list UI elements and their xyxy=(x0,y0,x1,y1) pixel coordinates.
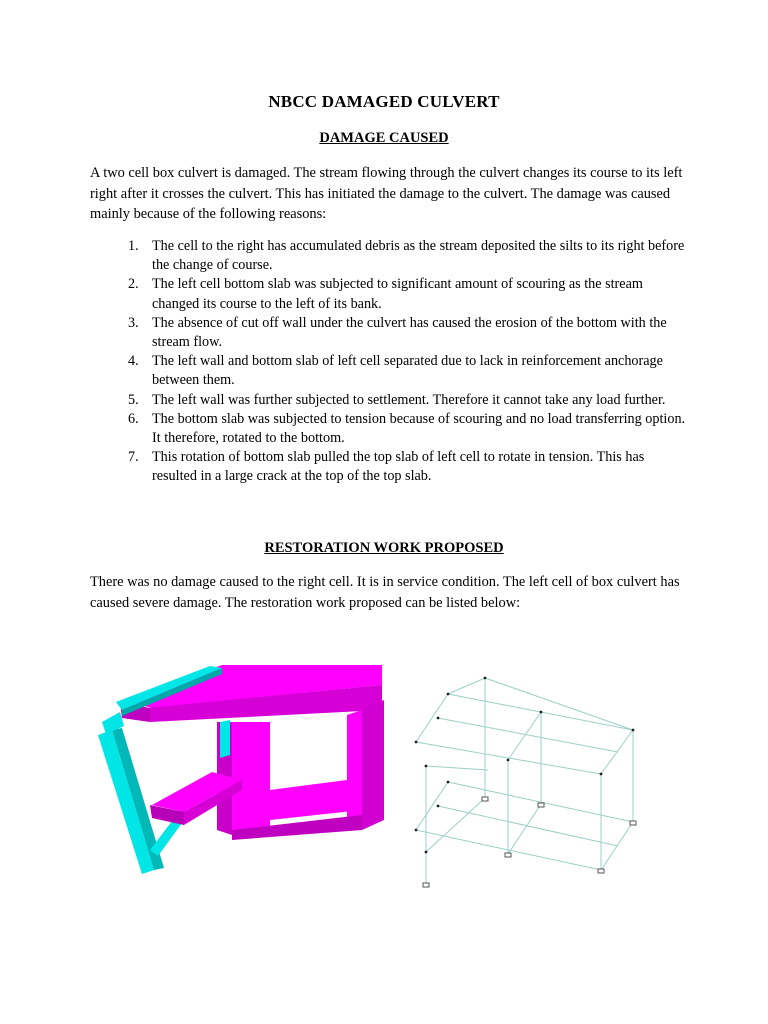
list-item-text: The absence of cut off wall under the culvert has caused the erosion of the bottom with the stream flow. xyxy=(152,314,667,351)
list-item xyxy=(90,314,690,352)
frame-member xyxy=(438,806,618,846)
restoration-paragraph: There was no damage caused to the right cell. It is in service condition. The left cell of box culvert has caused severe damage. The restoration work proposed can be listed below: xyxy=(90,574,680,611)
document-title: NBCC DAMAGED CULVERT xyxy=(268,92,500,111)
frame-node xyxy=(484,677,487,680)
list-item-number: 5. xyxy=(128,391,139,408)
frame-member xyxy=(438,718,618,752)
frame-node xyxy=(632,729,635,732)
frame-node xyxy=(425,765,428,768)
frame-node xyxy=(447,781,450,784)
middle-wall-front xyxy=(232,722,270,835)
frame-member xyxy=(426,766,488,770)
list-item xyxy=(90,410,690,448)
frame-node xyxy=(437,717,440,720)
culvert-frame-model-figure xyxy=(398,670,648,892)
frame-node xyxy=(540,711,543,714)
support-icon xyxy=(482,797,488,801)
list-item xyxy=(90,448,690,486)
section-heading-restoration: RESTORATION WORK PROPOSED xyxy=(264,540,504,556)
list-item xyxy=(90,352,690,390)
list-item-text: The left cell bottom slab was subjected to significant amount of scouring as the stream changed its course to the left of its bank. xyxy=(152,276,643,312)
frame-node xyxy=(415,741,418,744)
middle-wall-stub xyxy=(220,720,230,758)
support-icon xyxy=(423,883,429,887)
list-item-number: 7. xyxy=(128,449,139,466)
right-wall-inner xyxy=(347,710,362,830)
support-icon xyxy=(630,821,636,825)
list-item-text: The cell to the right has accumulated debris as the stream deposited the silts to its right before the change of course. xyxy=(152,238,685,274)
frame-member xyxy=(485,678,633,730)
list-item-number: 4. xyxy=(128,353,139,370)
list-item-number: 1. xyxy=(128,238,139,254)
frame-node xyxy=(600,773,603,776)
frame-supports xyxy=(423,797,636,887)
frame-member xyxy=(508,804,541,854)
right-wall-front xyxy=(362,700,384,830)
list-item-text: The left wall was further subjected to settlement. Therefore it cannot take any load further. xyxy=(152,391,666,408)
frame-node xyxy=(447,693,450,696)
frame-member xyxy=(416,782,448,830)
frame-member xyxy=(448,678,485,694)
culvert-3d-model-figure xyxy=(92,660,392,882)
frame-member xyxy=(426,798,485,852)
support-icon xyxy=(598,869,604,873)
list-item xyxy=(90,275,690,313)
list-item-text: The left wall and bottom slab of left cell separated due to lack in reinforcement anchorage between them. xyxy=(152,353,663,389)
list-item-number: 6. xyxy=(128,410,139,427)
frame-node xyxy=(425,851,428,854)
support-icon xyxy=(538,803,544,807)
list-item xyxy=(90,391,690,410)
list-item-text: This rotation of bottom slab pulled the top slab of left cell to rotate in tension. This has resulted in a large crack at the top of the top slab. xyxy=(152,449,645,485)
frame-node xyxy=(415,829,418,832)
list-item-number: 3. xyxy=(128,314,139,331)
support-icon xyxy=(505,853,511,857)
frame-node xyxy=(437,805,440,808)
frame-member xyxy=(416,694,448,742)
list-item-text: The bottom slab was subjected to tension because of scouring and no load transferring option. It therefore, rotated to the bottom. xyxy=(152,410,686,447)
intro-paragraph: A two cell box culvert is damaged. The stream flowing through the culvert changes its course to its left right after it crosses the culvert. This has initiated the damage to the culvert. The damage was caused mainly because of the following reasons: xyxy=(90,165,683,222)
frame-node xyxy=(507,759,510,762)
section-heading-damage-caused: DAMAGE CAUSED xyxy=(319,130,449,146)
damage-reasons-list xyxy=(90,237,690,487)
list-item xyxy=(90,237,690,275)
list-item-number: 2. xyxy=(128,276,139,293)
frame-member xyxy=(508,712,541,760)
